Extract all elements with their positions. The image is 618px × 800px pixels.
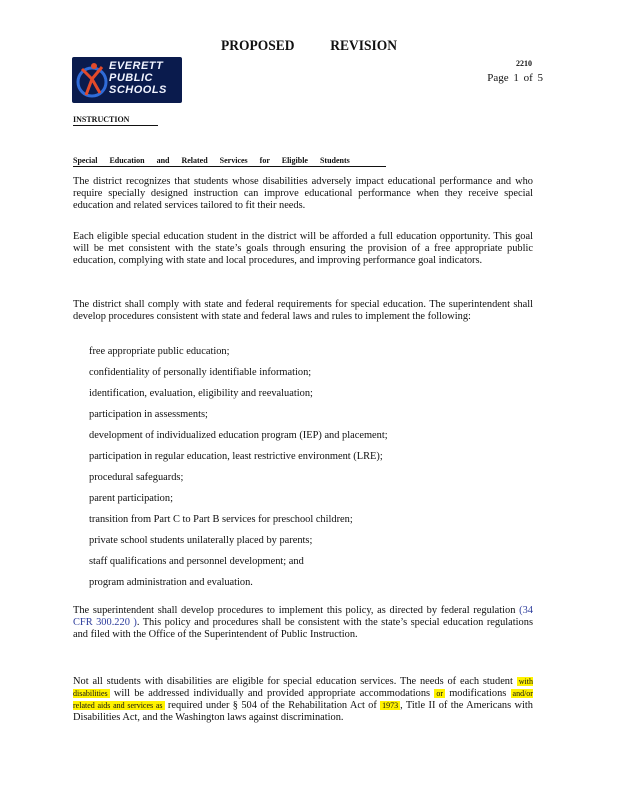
highlighted-insertion: and/or related aids and services as [73,689,533,710]
highlighted-insertion: 1973 [382,701,399,710]
policy-subtitle: Special Education and Related Services for Eligible Students [73,156,386,167]
section-heading: INSTRUCTION [73,115,158,126]
list-item: confidentiality of personally identifiable information; [89,367,312,378]
list-item: identification, evaluation, eligibility and reevaluation; [89,388,313,399]
policy-number: 2210 [516,59,532,68]
paragraph-compliance: The district shall comply with state and federal requirements for special education. The superintendent shall develop procedures consistent with state and federal laws and rules to implement the following: [73,299,533,322]
regulation-citation: (34 CFR 300.220 ) [73,605,533,628]
highlighted-insertion: or [436,689,443,698]
list-item: development of individualized education program (IEP) and placement; [89,430,388,441]
page-number: Page 1 of 5 [487,72,543,84]
requirements-list [73,346,533,598]
highlighted-insertion: with disabilities [73,677,533,698]
list-item: participation in assessments; [89,409,208,420]
list-item: parent participation; [89,493,173,504]
paragraph-eligibility: Not all students with disabilities are eligible for special education services. The needs of each student with disabilities will be addressed individually and provided appropriate accommodations or modifications and/or related aids and services as required under § 504 of the Rehabilitation Act of 1973 , Title II of the Americans with Disabilities Act, and the Washington laws against discrimination. [73,676,533,723]
district-logo [72,57,182,103]
list-item: private school students unilaterally placed by parents; [89,535,313,546]
paragraph-intro: The district recognizes that students whose disabilities adversely impact educational performance and who require specially designed instruction can improve educational performance when they receive special education and related services tailored to fit their needs. [73,176,533,211]
document-title: PROPOSED REVISION [220,38,398,54]
list-item: participation in regular education, least restrictive environment (LRE); [89,451,383,462]
logo-line-3: SCHOOLS [109,84,167,96]
list-item: procedural safeguards; [89,472,184,483]
list-item: program administration and evaluation. [89,577,253,588]
list-item: transition from Part C to Part B services for preschool children; [89,514,353,525]
list-item: free appropriate public education; [89,346,230,357]
logo-line-1: EVERETT [109,60,164,72]
paragraph-procedures: The superintendent shall develop procedures to implement this policy, as directed by federal regulation (34 CFR 300.220 ). This policy and procedures shall be consistent with the state’s special education regulations and filed with the Office of the Superintendent of Public Instruction. [73,605,533,640]
paragraph-goal: Each eligible special education student in the district will be afforded a full education opportunity. This goal will be met consistent with the state’s goals through ensuring the provision of a free appropriate public education, complying with state and local procedures, and improving performance goal indicators. [73,231,533,266]
logo-line-2: PUBLIC [109,72,153,84]
list-item: staff qualifications and personnel development; and [89,556,304,567]
